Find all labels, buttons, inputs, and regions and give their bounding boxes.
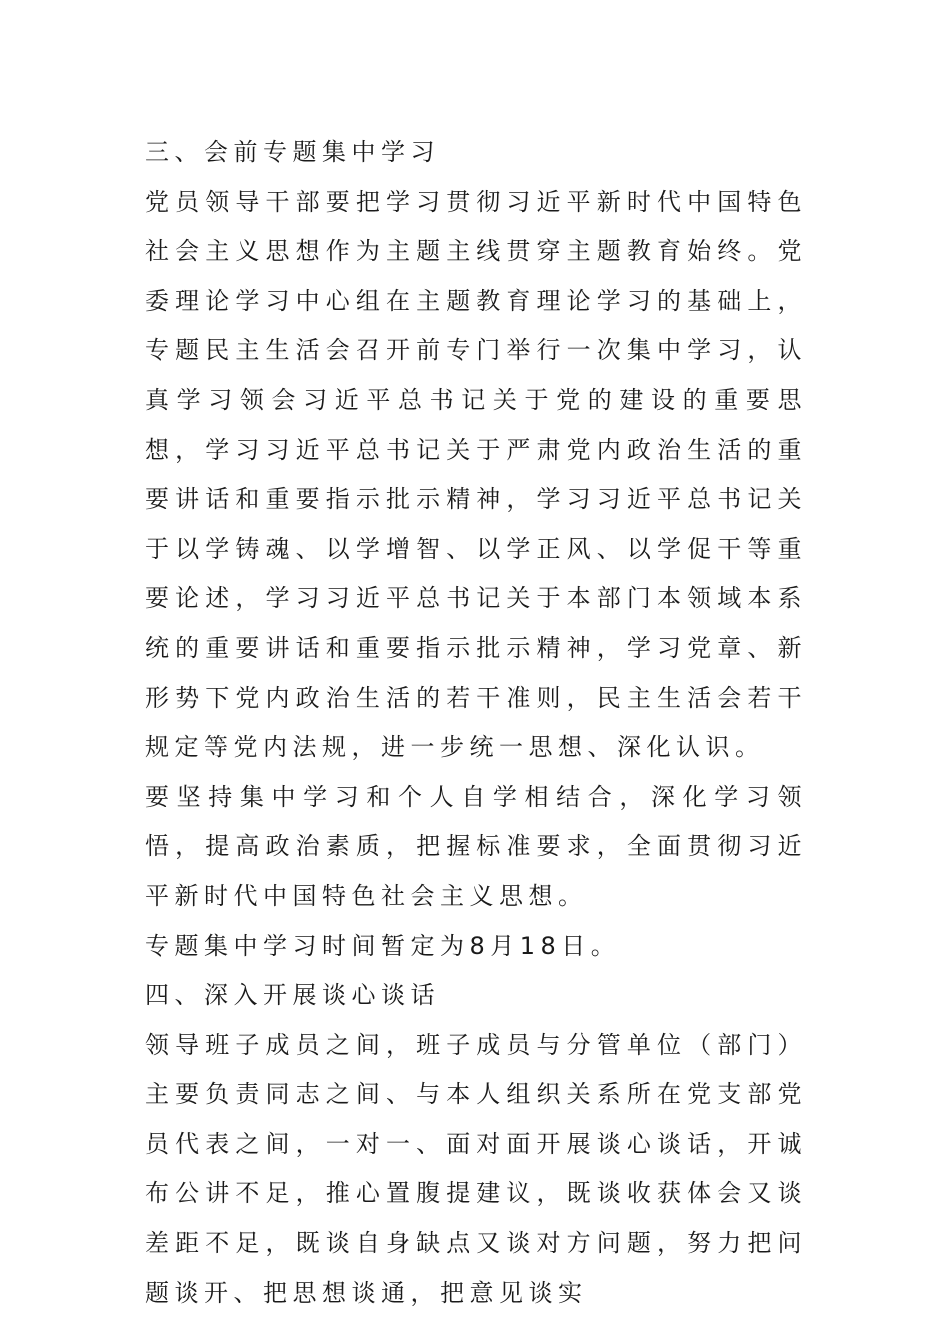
- section-heading-3: 三、会前专题集中学习: [145, 138, 440, 166]
- paragraph-study-date: 专题集中学习时间暂定为8月18日。: [145, 931, 621, 960]
- paragraph-heart-to-heart-talks: 领导班子成员之间，班子成员与分管单位（部门）主要负责同志之间、与本人组织关系所在党支部党员代表之间，一对一、面对面开展谈心谈话，开诚布公讲不足，推心置腹提建议，既谈收获体会又谈差距不足，既谈自身缺点又谈对方问题，努力把问题谈开、把思想谈通，把意见谈实: [145, 1030, 807, 1307]
- section-heading-4: 四、深入开展谈心谈话: [145, 981, 440, 1010]
- document-body: [145, 128, 807, 1318]
- paragraph-study-requirements: 党员领导干部要把学习贯彻习近平新时代中国特色社会主义思想作为主题主线贯穿主题教育始终。党委理论学习中心组在主题教育理论学习的基础上，专题民主生活会召开前专门举行一次集中学习，认真学习领会习近平总书记关于党的建设的重要思想，学习习近平总书记关于严肃党内政治生活的重要讲话和重要指示批示精神，学习习近平总书记关于以学铸魂、以学增智、以学正风、以学促干等重要论述，学习习近平总书记关于本部门本领域本系统的重要讲话和重要指示批示精神，学习党章、新形势下党内政治生活的若干准则，民主生活会若干规定等党内法规，进一步统一思想、深化认识。: [145, 187, 807, 762]
- paragraph-study-combination: 要坚持集中学习和个人自学相结合，深化学习领悟，提高政治素质，把握标准要求，全面贯彻习近平新时代中国特色社会主义思想。: [145, 782, 807, 910]
